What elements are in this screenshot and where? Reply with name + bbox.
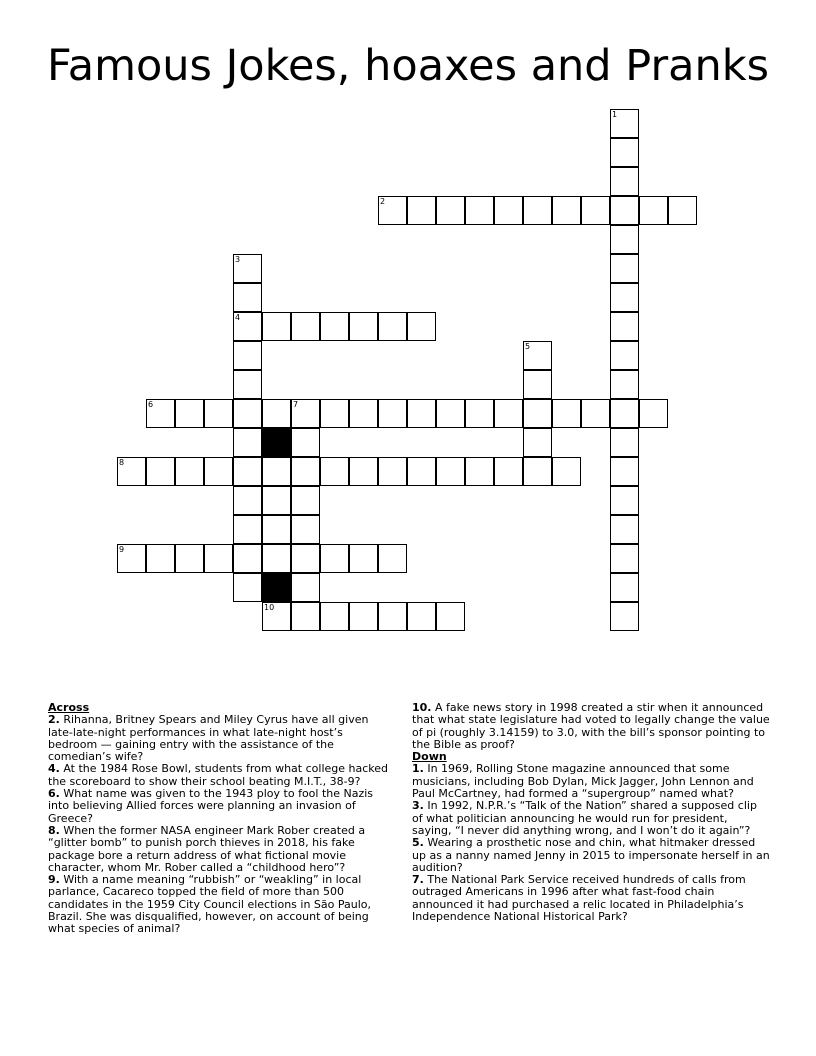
grid-cell[interactable] — [320, 457, 349, 486]
grid-cell[interactable] — [436, 457, 465, 486]
black-square — [262, 428, 291, 457]
grid-cell[interactable] — [610, 109, 639, 138]
clue-number-label: 10 — [264, 603, 275, 612]
clue-number: 9. — [48, 873, 60, 887]
grid-cell[interactable] — [407, 399, 436, 428]
grid-cell[interactable] — [610, 544, 639, 573]
clue-number-label: 3 — [235, 255, 241, 264]
grid-cell[interactable] — [407, 457, 436, 486]
grid-cell[interactable] — [262, 457, 291, 486]
clue-down-7 — [412, 874, 770, 923]
grid-cell[interactable] — [291, 399, 320, 428]
grid-cell[interactable] — [465, 196, 494, 225]
clue-number-label: 8 — [119, 458, 125, 467]
clue-number: 4. — [48, 762, 60, 776]
grid-cell[interactable] — [320, 544, 349, 573]
clue-text: At the 1984 Rose Bowl, students from what college hacked the scoreboard to show their school beating M.I.T., 38-9? — [48, 762, 389, 788]
grid-cell[interactable] — [262, 312, 291, 341]
grid-cell[interactable] — [523, 370, 552, 399]
grid-cell[interactable] — [581, 196, 610, 225]
grid-cell[interactable] — [552, 196, 581, 225]
grid-cell[interactable] — [639, 399, 668, 428]
clues-column-right — [412, 702, 770, 923]
grid-cell[interactable] — [407, 312, 436, 341]
grid-cell[interactable] — [552, 399, 581, 428]
grid-cell[interactable] — [291, 428, 320, 457]
clue-number: 8. — [48, 823, 60, 837]
grid-cell[interactable] — [610, 254, 639, 283]
clue-across-2 — [48, 714, 388, 763]
clue-number-label: 7 — [293, 400, 299, 409]
grid-cell[interactable] — [610, 312, 639, 341]
grid-cell[interactable] — [175, 399, 204, 428]
grid-cell[interactable] — [291, 602, 320, 631]
across-header: Across — [48, 701, 90, 714]
grid-cell[interactable] — [610, 196, 639, 225]
grid-cell[interactable] — [378, 312, 407, 341]
grid-cell[interactable] — [349, 602, 378, 631]
grid-cell[interactable] — [610, 225, 639, 254]
grid-cell[interactable] — [610, 167, 639, 196]
down-header: Down — [412, 750, 447, 764]
clue-down-5 — [412, 837, 770, 874]
clue-text: Wearing a prosthetic nose and chin, what hitmaker dressed up as a nanny named Jenny in 2015 to impersonate herself in an audition? — [412, 836, 770, 874]
grid-cell[interactable] — [378, 457, 407, 486]
grid-cell[interactable] — [436, 399, 465, 428]
clue-text: In 1992, N.P.R.’s “Talk of the Nation” shared a supposed clip of what politician announcing he would run for president, saying, “I never did anything wrong, and I won’t do it again”? — [412, 799, 757, 837]
clue-number: 6. — [48, 787, 60, 801]
grid-cell[interactable] — [610, 457, 639, 486]
grid-cell[interactable] — [668, 196, 697, 225]
grid-cell[interactable] — [610, 341, 639, 370]
grid-cell[interactable] — [610, 370, 639, 399]
grid-cell[interactable] — [610, 515, 639, 544]
grid-cell[interactable] — [262, 544, 291, 573]
grid-cell[interactable] — [610, 138, 639, 167]
grid-cell[interactable] — [523, 399, 552, 428]
grid-cell[interactable] — [378, 196, 407, 225]
grid-cell[interactable] — [262, 399, 291, 428]
clue-number: 3. — [412, 799, 424, 813]
clue-text: What name was given to the 1943 ploy to fool the Nazis into believing Allied forces were planning an invasion of Greece? — [48, 787, 374, 825]
grid-cell[interactable] — [175, 457, 204, 486]
grid-cell[interactable] — [291, 312, 320, 341]
grid-cell[interactable] — [639, 196, 668, 225]
grid-cell[interactable] — [320, 312, 349, 341]
clue-number-label: 6 — [148, 400, 154, 409]
grid-cell[interactable] — [233, 544, 262, 573]
clue-number-label: 5 — [525, 342, 531, 351]
clue-across-8 — [48, 825, 388, 874]
grid-cell[interactable] — [523, 457, 552, 486]
grid-cell[interactable] — [494, 399, 523, 428]
clue-number: 7. — [412, 873, 424, 887]
grid-cell[interactable] — [523, 196, 552, 225]
grid-cell[interactable] — [233, 457, 262, 486]
grid-cell[interactable] — [320, 602, 349, 631]
grid-cell[interactable] — [610, 399, 639, 428]
grid-cell[interactable] — [233, 254, 262, 283]
grid-cell[interactable] — [378, 602, 407, 631]
grid-cell[interactable] — [465, 399, 494, 428]
clue-number-label: 4 — [235, 313, 241, 322]
clue-across-6 — [48, 788, 388, 825]
grid-cell[interactable] — [233, 428, 262, 457]
grid-cell[interactable] — [349, 544, 378, 573]
grid-cell[interactable] — [407, 196, 436, 225]
grid-cell[interactable] — [610, 602, 639, 631]
grid-cell[interactable] — [610, 283, 639, 312]
grid-cell[interactable] — [494, 457, 523, 486]
grid-cell[interactable] — [349, 399, 378, 428]
grid-cell[interactable] — [291, 486, 320, 515]
clue-number: 2. — [48, 713, 60, 727]
grid-cell[interactable] — [204, 399, 233, 428]
grid-cell[interactable] — [233, 341, 262, 370]
clue-number: 5. — [412, 836, 424, 850]
grid-cell[interactable] — [233, 312, 262, 341]
clue-across-9 — [48, 874, 388, 935]
clue-text: A fake news story in 1998 created a stir when it announced that what state legislature had voted to legally change the value of pi (roughly 3.14159) to 3.0, with the bill’s sponsor pointing to the Bible as proof? — [412, 701, 770, 751]
grid-cell[interactable] — [233, 283, 262, 312]
grid-cell[interactable] — [233, 399, 262, 428]
clue-text: In 1969, Rolling Stone magazine announced that some musicians, including Bob Dylan, Mick Jagger, John Lennon and Paul McCartney, had formed a “supergroup” named what? — [412, 762, 754, 801]
grid-cell[interactable] — [204, 544, 233, 573]
clue-across-4 — [48, 763, 388, 788]
grid-cell[interactable] — [233, 515, 262, 544]
clue-down-1 — [412, 763, 770, 800]
clue-text: Rihanna, Britney Spears and Miley Cyrus have all given late-late-night performances in what late-night host’s bedroom — gaining entry with the assistance of the comedian’s wife? — [48, 713, 369, 764]
clue-number: 1. — [412, 762, 424, 776]
grid-cell[interactable] — [291, 573, 320, 602]
grid-cell[interactable] — [523, 428, 552, 457]
grid-cell[interactable] — [262, 602, 291, 631]
grid-cell[interactable] — [204, 457, 233, 486]
grid-cell[interactable] — [320, 399, 349, 428]
grid-cell[interactable] — [378, 544, 407, 573]
clue-across-10 — [412, 702, 770, 751]
clue-number-label: 9 — [119, 545, 125, 554]
grid-cell[interactable] — [610, 428, 639, 457]
clue-number-label: 1 — [612, 110, 618, 119]
grid-cell[interactable] — [291, 544, 320, 573]
grid-cell[interactable] — [552, 457, 581, 486]
grid-cell[interactable] — [610, 573, 639, 602]
grid-cell[interactable] — [349, 312, 378, 341]
grid-cell[interactable] — [407, 602, 436, 631]
grid-cell[interactable] — [523, 341, 552, 370]
black-square — [262, 573, 291, 602]
grid-cell[interactable] — [436, 602, 465, 631]
clue-text: When the former NASA engineer Mark Rober created a “glitter bomb” to punish porch thieves in 2018, his fake package bore a return address of what fictional movie character, whom Mr. Rober called a “childhood hero”? — [48, 823, 366, 874]
grid-cell[interactable] — [262, 515, 291, 544]
grid-cell[interactable] — [349, 457, 378, 486]
grid-cell[interactable] — [146, 544, 175, 573]
grid-cell[interactable] — [436, 196, 465, 225]
grid-cell[interactable] — [146, 399, 175, 428]
grid-cell[interactable] — [581, 399, 610, 428]
grid-cell[interactable] — [494, 196, 523, 225]
clue-number: 10. — [412, 701, 432, 714]
grid-cell[interactable] — [117, 457, 146, 486]
page-title: Famous Jokes, hoaxes and Pranks — [46, 41, 770, 91]
grid-cell[interactable] — [378, 399, 407, 428]
grid-cell[interactable] — [175, 544, 204, 573]
grid-cell[interactable] — [146, 457, 175, 486]
grid-cell[interactable] — [233, 370, 262, 399]
clue-down-3 — [412, 800, 770, 837]
grid-cell[interactable] — [262, 486, 291, 515]
grid-cell[interactable] — [233, 486, 262, 515]
clues-column-left — [48, 702, 388, 936]
grid-cell[interactable] — [233, 573, 262, 602]
clue-number-label: 2 — [380, 197, 386, 206]
grid-cell[interactable] — [465, 457, 494, 486]
grid-cell[interactable] — [117, 544, 146, 573]
clue-text: The National Park Service received hundreds of calls from outraged Americans in 1996 after what fast-food chain announced it had purchased a relic located in Philadelphia’s Independence National Historical Park? — [412, 873, 746, 924]
grid-cell[interactable] — [291, 515, 320, 544]
clue-text: With a name meaning “rubbish” or “weakling” in local parlance, Cacareco topped the field of more than 500 candidates in the 1959 City Council elections in São Paulo, Brazil. She was disqualified, however, on account of being what species of animal? — [48, 873, 372, 936]
grid-cell[interactable] — [291, 457, 320, 486]
grid-cell[interactable] — [610, 486, 639, 515]
